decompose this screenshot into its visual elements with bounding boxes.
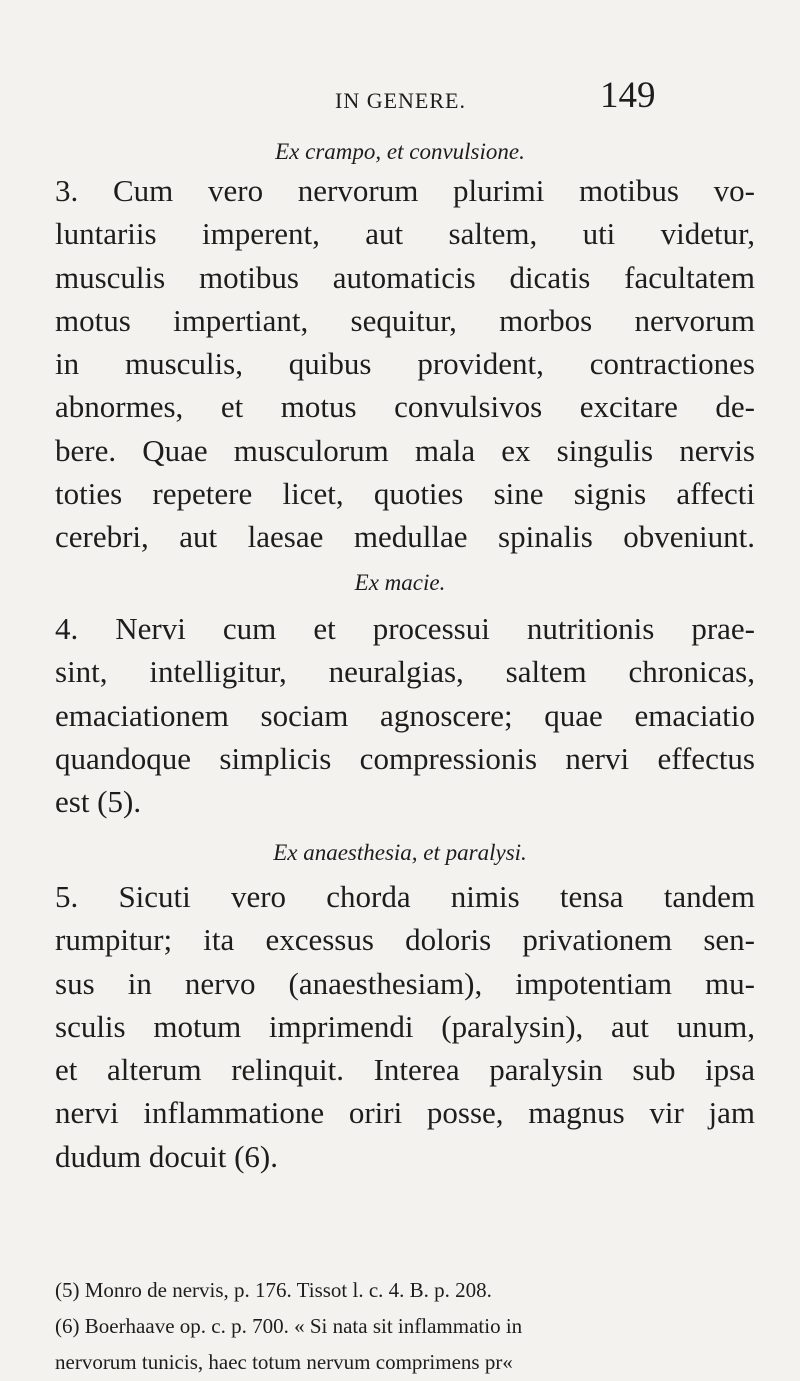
- text-line: luntariis imperent, aut saltem, uti videtur,: [55, 216, 755, 252]
- text-line: toties repetere licet, quoties sine signis affecti: [55, 476, 755, 512]
- text-line: 4. Nervi cum et processui nutritionis prae-: [55, 611, 755, 646]
- text-line: motus impertiant, sequitur, morbos nervorum: [55, 302, 755, 338]
- footnote-6-continued: nervorum tunicis, haec totum nervum comprimens pr«: [55, 1350, 513, 1374]
- text-line: et alterum relinquit. Interea paralysin sub ipsa: [55, 1052, 755, 1088]
- paragraph-4: [55, 607, 755, 823]
- footnotes: [55, 1272, 755, 1380]
- text-line: bere. Quae musculorum mala ex singulis nervis: [55, 432, 755, 468]
- text-line: rumpitur; ita excessus doloris privationem sen-: [55, 922, 755, 958]
- page-number: 149: [600, 75, 656, 116]
- section-heading-anaesthesia: Ex anaesthesia, et paralysi.: [273, 840, 527, 865]
- text-line: sculis motum imprimendi (paralysin), aut unum,: [55, 1008, 755, 1044]
- page-header: [0, 74, 800, 124]
- text-line: cerebri, aut laesae medullae spinalis obveniunt.: [55, 519, 755, 555]
- running-head: IN GENERE.: [335, 88, 466, 113]
- text-line: est (5).: [55, 784, 142, 820]
- text-line: musculis motibus automaticis dicatis facultatem: [55, 259, 755, 295]
- text-line: 3. Cum vero nervorum plurimi motibus vo-: [55, 173, 755, 208]
- text-line: abnormes, et motus convulsivos excitare de-: [55, 389, 755, 425]
- text-line: quandoque simplicis compressionis nervi effectus: [55, 740, 755, 776]
- footnote-5: (5) Monro de nervis, p. 176. Tissot l. c. 4. B. p. 208.: [55, 1278, 492, 1302]
- section-heading-macie: Ex macie.: [354, 570, 446, 595]
- section-heading-crampo: Ex crampo, et convulsione.: [275, 139, 525, 164]
- text-line: emaciationem sociam agnoscere; quae emaciatio: [55, 697, 755, 733]
- text-line: sint, intelligitur, neuralgias, saltem chronicas,: [55, 654, 755, 690]
- text-line: dudum docuit (6).: [55, 1138, 278, 1174]
- footnote-6: (6) Boerhaave op. c. p. 700. « Si nata sit inflammatio in: [55, 1314, 523, 1338]
- text-line: in musculis, quibus provident, contractiones: [55, 346, 755, 382]
- paragraph-5: [55, 875, 755, 1178]
- text-line: 5. Sicuti vero chorda nimis tensa tandem: [55, 879, 755, 914]
- paragraph-3: [55, 169, 755, 559]
- text-line: sus in nervo (anaesthesiam), impotentiam mu-: [55, 965, 755, 1001]
- text-line: nervi inflammatione oriri posse, magnus vir jam: [55, 1095, 755, 1131]
